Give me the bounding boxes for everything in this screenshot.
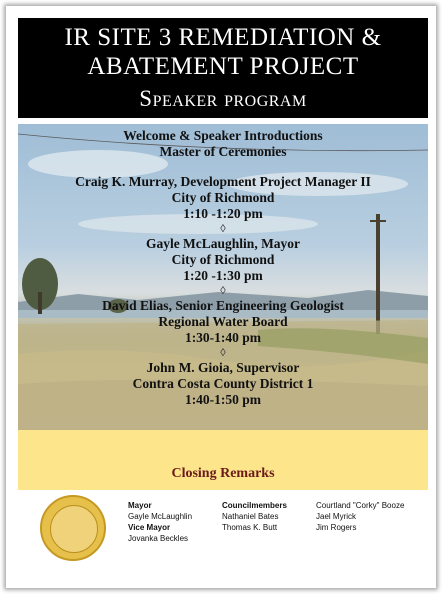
speaker-time: 1:20 -1:30 pm: [183, 268, 263, 283]
council-block: [222, 500, 287, 533]
council-member: Nathaniel Bates: [222, 512, 279, 521]
speaker-name: David Elias, Senior Engineering Geologist: [102, 298, 344, 313]
speaker-time: 1:30-1:40 pm: [184, 330, 262, 345]
title-banner: [18, 18, 428, 118]
closing-remarks: Closing Remarks: [171, 466, 275, 481]
diamond-separator-icon: ◊: [220, 347, 226, 359]
speaker-org: Contra Costa County District 1: [132, 376, 314, 391]
welcome-line: Welcome & Speaker Introductions: [123, 128, 323, 143]
city-seal-icon: [40, 495, 106, 561]
council-member: Thomas K. Butt: [222, 523, 278, 532]
diamond-separator-icon: ◊: [220, 285, 226, 297]
vice-mayor-name: Jovanka Beckles: [128, 534, 189, 543]
mayor-name: Gayle McLaughlin: [128, 512, 193, 521]
vice-mayor-label: Vice Mayor: [128, 523, 171, 532]
speaker-name: John M. Gioia, Supervisor: [146, 360, 300, 375]
council-member: Jael Myrick: [316, 512, 357, 521]
council-member: Jim Rogers: [316, 523, 357, 532]
diamond-separator-icon: ◊: [220, 223, 226, 235]
speaker-org: City of Richmond: [171, 190, 275, 205]
mayor-label: Mayor: [128, 501, 152, 510]
mayor-block: [128, 500, 192, 544]
council-member: Courtland "Corky" Booze: [316, 501, 405, 510]
title-line-1: IR SITE 3 REMEDIATION &: [64, 24, 382, 51]
speaker-time: 1:40-1:50 pm: [184, 392, 262, 407]
title-line-2: ABATEMENT PROJECT: [87, 53, 359, 80]
speaker-program: [18, 128, 428, 408]
mc-line: Master of Ceremonies: [159, 144, 287, 159]
speaker-name: Craig K. Murray, Development Project Manager II: [75, 174, 371, 189]
speaker-org: Regional Water Board: [158, 314, 288, 329]
title-line-3: Speaker program: [139, 86, 307, 111]
council-label: Councilmembers: [222, 501, 287, 510]
speaker-time: 1:10 -1:20 pm: [183, 206, 263, 221]
council-block-2: [316, 500, 404, 533]
speaker-org: City of Richmond: [171, 252, 275, 267]
speaker-name: Gayle McLaughlin, Mayor: [145, 236, 301, 251]
